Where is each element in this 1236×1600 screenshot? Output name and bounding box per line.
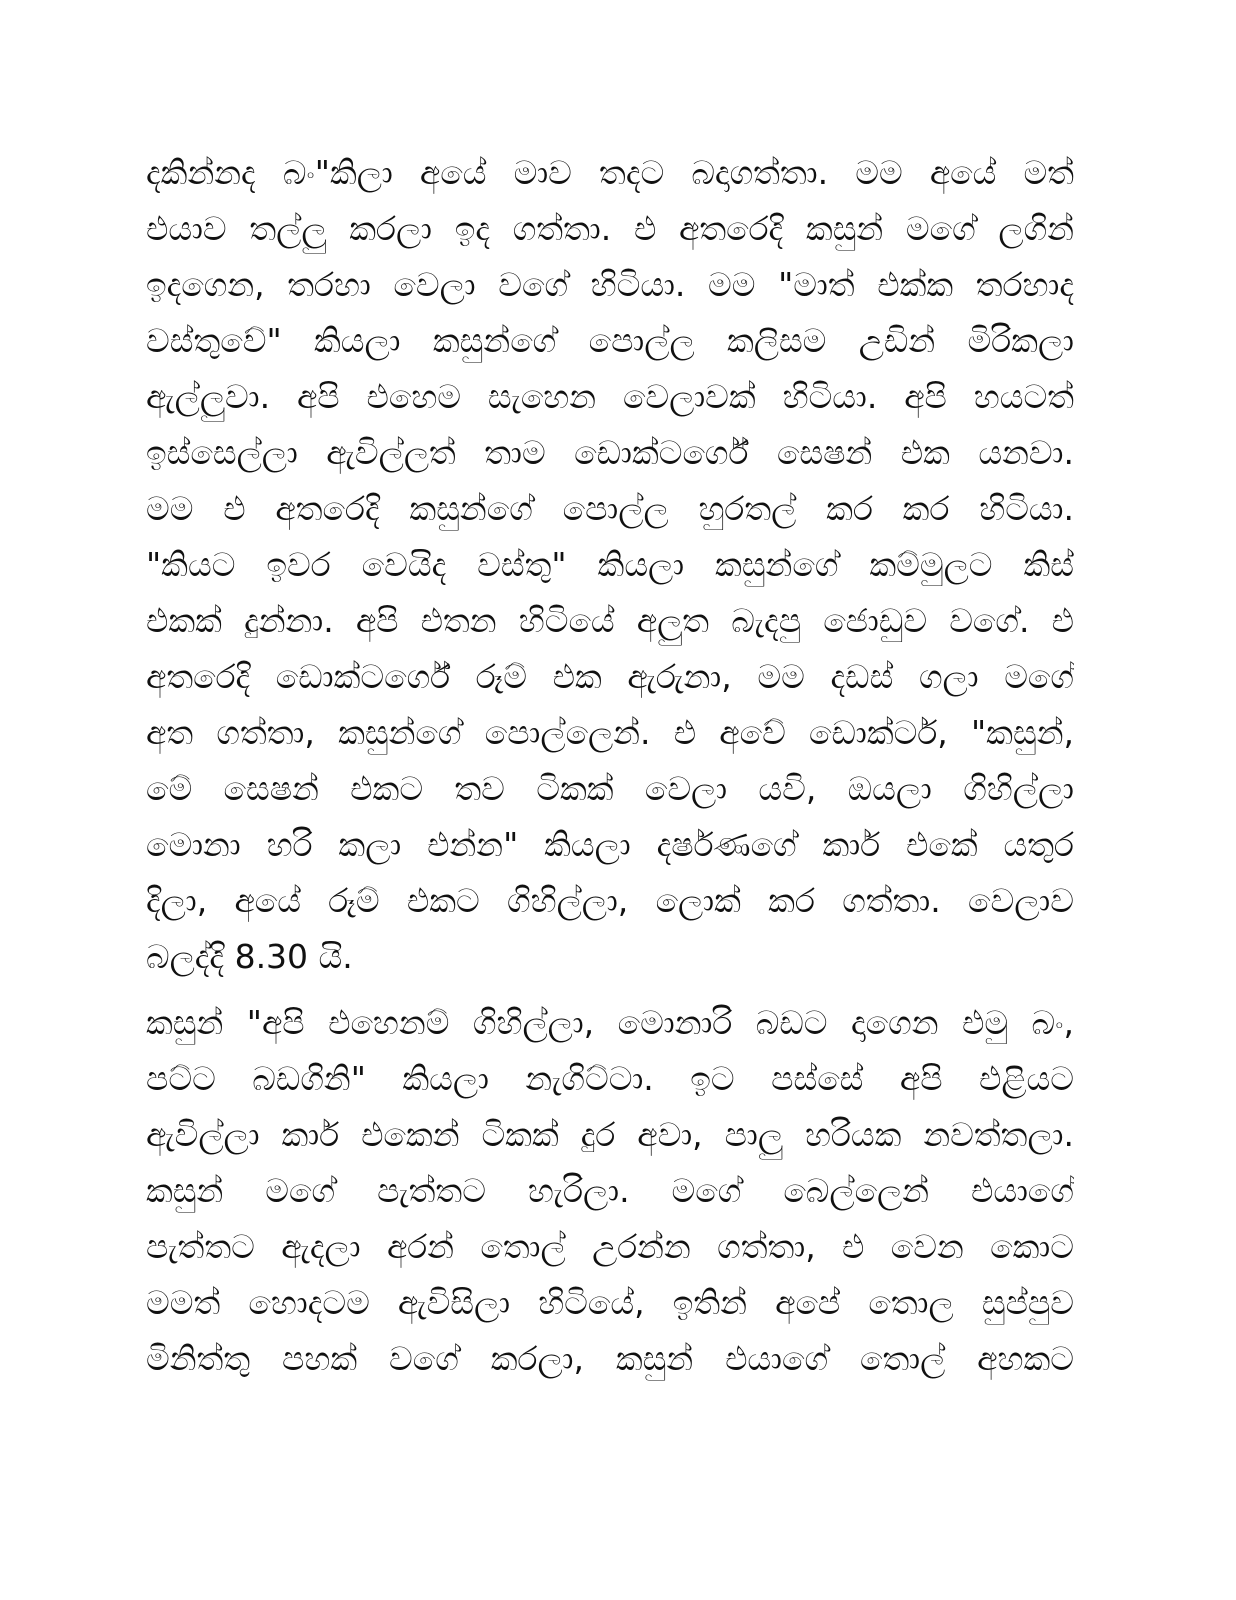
text-line: එකක් දුන්නා. අපි එතන හිටියේ අලුත බැදපු ජොඩුව වගේ. එ xyxy=(146,601,1074,640)
text-line: පැත්තට ඇදලා අරන් තොල් උරන්න ගත්තා, එ වෙන කොට xyxy=(146,1227,1074,1266)
document-body xyxy=(146,145,1074,1387)
text-line: පට්ට බඩගිනි" කියලා නැගිට්ටා. ඉට පස්සේ අපි එළියට xyxy=(146,1059,1074,1098)
text-line: කසුන් මගේ පැත්තට හැරිලා. මගේ බෙල්ලෙන් එයාගේ xyxy=(146,1171,1074,1210)
text-line: ඇවිල්ලා කාර් එකෙන් ටිකක් දුර අවා, පාලු හරියක නවත්තලා. xyxy=(146,1115,1074,1154)
text-line: ඉස්සෙල්ලා ඇවිල්ලත් තාම ඩොක්ටර්ගේ සෙෂන් එක යනවා. xyxy=(146,433,1074,472)
paragraph-1 xyxy=(146,145,1074,985)
text-line: දිලා, අයේ රූම් එකට ගිහිල්ලා, ලොක් කර ගත්තා. වෙලාව xyxy=(146,881,1074,920)
text-line: මිනිත්තු පහක් වගේ කරලා, කසුන් එයාගේ තොල් අහකට xyxy=(146,1339,1074,1378)
paragraph-2 xyxy=(146,995,1074,1387)
text-line: අතරෙදි ඩොක්ටර්ගේ රූම් එක ඇරුනා, මම දඩස් ගලා මගේ xyxy=(146,657,1074,696)
text-line: වස්තුවේ" කියලා කසුන්ගේ පොල්ල කලිසම උඩින් මිරිකලා xyxy=(146,321,1074,360)
text-line: "කියට ඉවර වෙයිද වස්තු" කියලා කසුන්ගේ කම්මුලට කිස් xyxy=(146,545,1074,584)
text-line: මේ සෙෂන් එකට තව ටිකක් වෙලා යවි, ඔයලා ගිහිල්ලා xyxy=(146,769,1074,808)
text-line: එයාව තල්ලු කරලා ඉද ගත්තා. එ අතරෙදි කසුන් මගේ ලගින් xyxy=(146,209,1074,248)
text-line: මොනා හරි කලා එන්න" කියලා දර්ෂණගේ කාර් එකේ යතුර xyxy=(146,825,1074,864)
text-line: මමත් හොදටම ඇවිසිලා හිටියේ, ඉතින් අපේ තොල සුප්පුව xyxy=(146,1283,1074,1322)
text-line: මම එ අතරෙදි කසුන්ගේ පොල්ල හුරතල් කර කර හිටියා. xyxy=(146,489,1074,528)
text-line: ඇල්ලුවා. අපි එහෙම සැහෙන වෙලාවක් හිටියා. අපි හයටත් xyxy=(146,377,1074,416)
text-line: ඉදගෙන, තරහා වෙලා වගේ හිටියා. මම "මාත් එක්ක තරහාද xyxy=(146,265,1074,304)
text-line: බලද්දි 8.30 යි. xyxy=(146,937,353,976)
text-line: අත ගත්තා, කසුන්ගේ පොල්ලෙන්. එ අවේ ඩොක්ටර්, "කසුන්, xyxy=(146,713,1074,752)
text-line: දකින්නද බං"කිලා අයේ මාව තදට බදාගත්තා. මම අයේ මත් xyxy=(146,153,1074,192)
text-line: කසුන් "අපි එහෙනම් ගිහිල්ලා, මොනාරි බඩට දාගෙන එමු බං, xyxy=(146,1003,1074,1042)
